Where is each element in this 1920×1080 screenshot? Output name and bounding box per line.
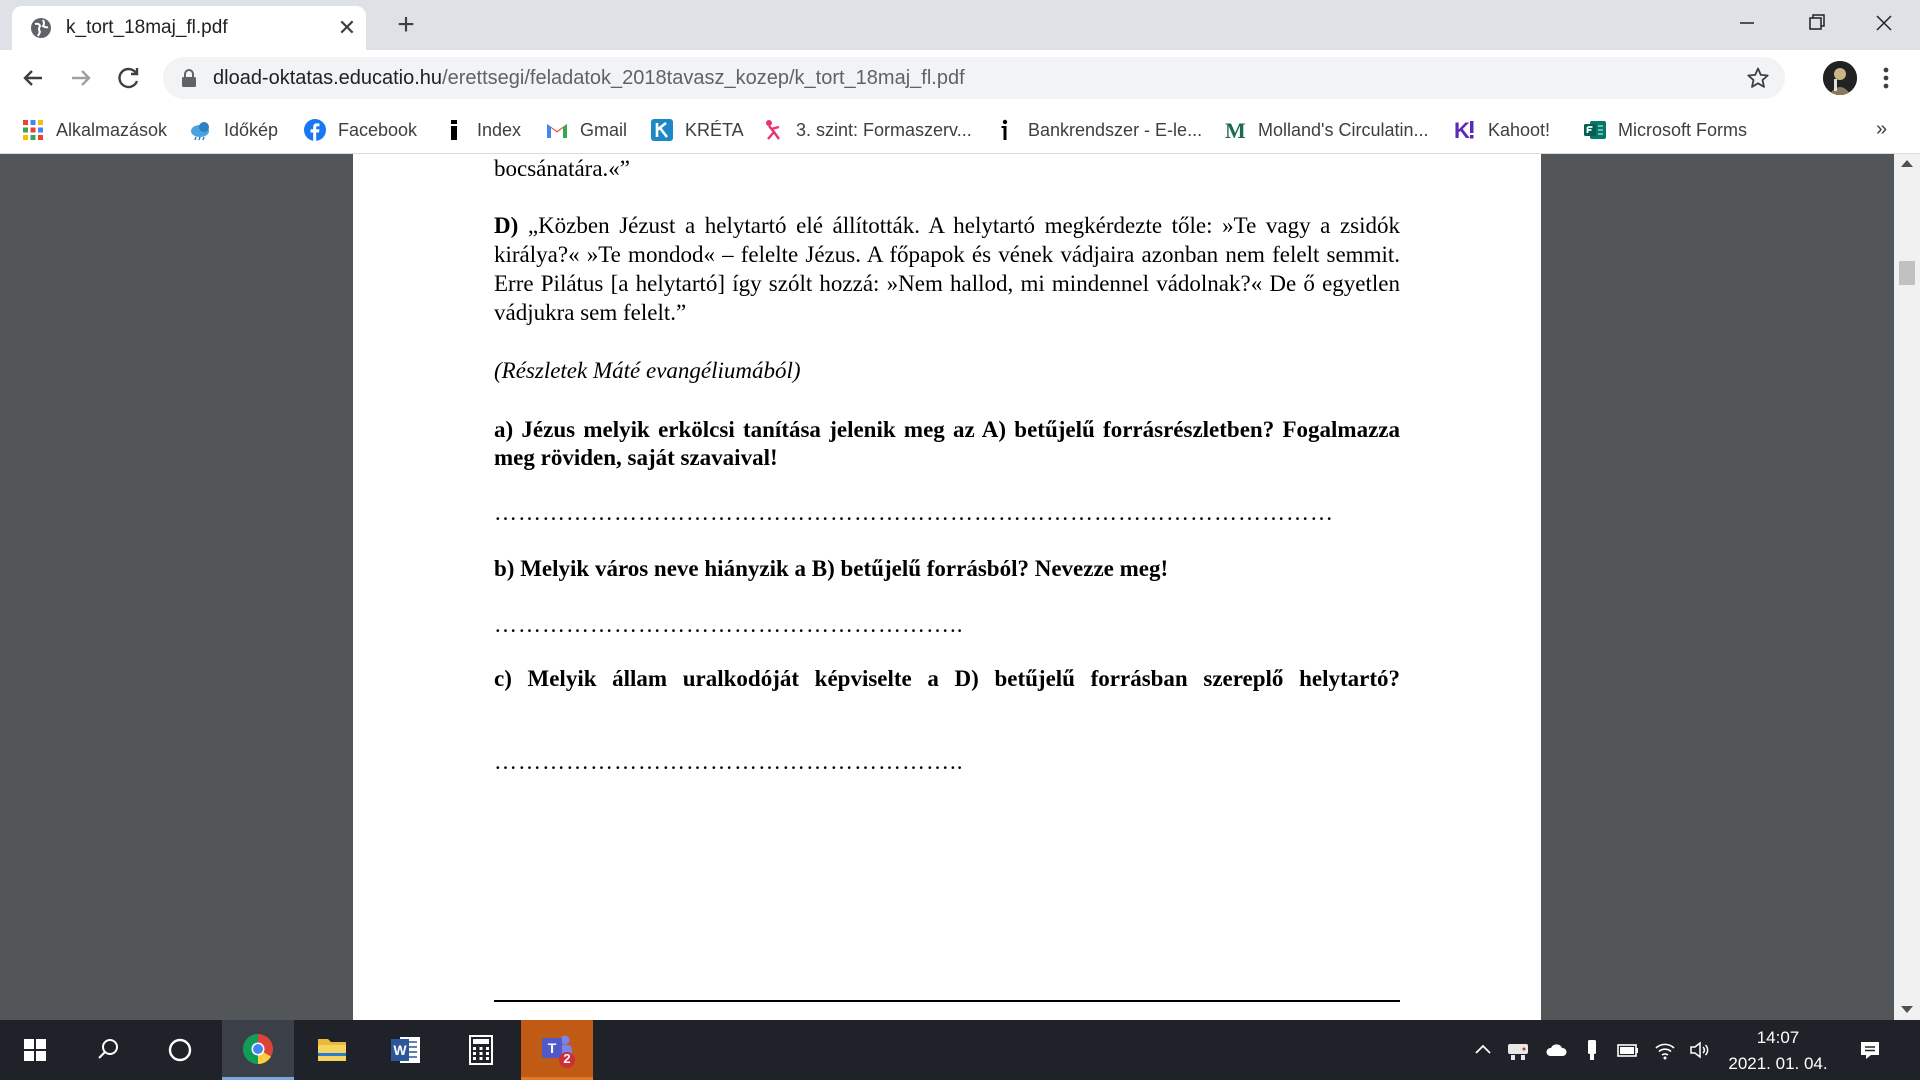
- molland-icon: [1224, 119, 1246, 141]
- new-tab-button[interactable]: +: [397, 8, 415, 41]
- taskbar-teams[interactable]: [521, 1020, 593, 1080]
- figure-icon: [762, 119, 784, 141]
- volume-icon[interactable]: [1688, 1038, 1712, 1062]
- url-text[interactable]: [213, 67, 965, 90]
- browser-toolbar: [0, 50, 1920, 106]
- bookmark-alkalmazasok[interactable]: [22, 115, 167, 145]
- address-bar[interactable]: [163, 57, 1785, 99]
- bookmark-label: Facebook: [338, 119, 418, 140]
- restore-icon[interactable]: [1793, 6, 1839, 40]
- facebook-icon: [304, 119, 326, 141]
- question-b: b) Melyik város neve hiányzik a B) betűjelű forrásból? Nevezze meg!: [494, 556, 1169, 581]
- url-path: /erettsegi/feladatok_2018tavasz_kozep/k_tort_18maj_fl.pdf: [442, 67, 965, 89]
- bookmark-label: Időkép: [224, 119, 279, 140]
- taskbar-word[interactable]: [370, 1020, 442, 1080]
- onedrive-cloud-icon[interactable]: [1544, 1038, 1568, 1062]
- bookmark-idokep[interactable]: [190, 115, 278, 145]
- search-icon: [72, 1020, 144, 1080]
- source-attribution: (Részletek Máté evangéliumából): [494, 358, 801, 383]
- network-drive-icon[interactable]: [1506, 1038, 1530, 1062]
- word-icon: [370, 1020, 442, 1080]
- url-host: dload-oktatas.educatio.hu: [213, 67, 443, 89]
- teams-notification-badge: 2: [563, 1051, 571, 1066]
- bookmark-gmail[interactable]: [546, 115, 627, 145]
- bookmark-label: Microsoft Forms: [1618, 119, 1748, 140]
- folder-icon: [296, 1020, 368, 1080]
- question-c: c) Melyik állam uralkodóját képviselte a D) betűjelű forrásban szereplő helytartó?: [494, 666, 1400, 691]
- previous-text-tail: bocsánatára.«”: [494, 156, 631, 181]
- tab-close-icon[interactable]: ✕: [337, 15, 357, 40]
- clock-date[interactable]: 2021. 01. 04.: [1728, 1054, 1828, 1073]
- source-d-paragraph: [494, 211, 1400, 327]
- svg-text:K: K: [1454, 119, 1470, 141]
- taskbar-chrome[interactable]: [222, 1020, 294, 1080]
- info-icon: [994, 119, 1016, 141]
- bookmark-label: Gmail: [580, 119, 628, 140]
- bookmarks-bar: [0, 106, 1920, 154]
- bookmark-facebook[interactable]: [304, 115, 417, 145]
- page-footer-rule: [494, 1000, 1400, 1002]
- lock-icon[interactable]: [181, 69, 197, 87]
- forms-icon: [1584, 119, 1606, 141]
- bookmark-formaszerv[interactable]: [762, 115, 972, 145]
- bookmark-label: Index: [477, 119, 522, 140]
- bookmark-star-icon[interactable]: [1746, 66, 1770, 90]
- forward-arrow-icon[interactable]: [64, 61, 98, 95]
- taskbar-file-explorer[interactable]: [296, 1020, 368, 1080]
- svg-text:W: W: [393, 1042, 407, 1058]
- chrome-icon: [222, 1020, 294, 1080]
- scroll-up-arrow-icon[interactable]: [1901, 160, 1913, 167]
- bookmark-label: Bankrendszer - E-le...: [1028, 119, 1203, 140]
- bookmark-label: Kahoot!: [1488, 119, 1551, 140]
- profile-avatar[interactable]: [1823, 61, 1857, 95]
- cortana-icon: [144, 1020, 216, 1080]
- show-hidden-icons-chevron-icon[interactable]: [1471, 1038, 1495, 1062]
- kahoot-icon: [1454, 119, 1476, 141]
- scroll-down-arrow-icon[interactable]: [1901, 1006, 1913, 1013]
- bookmark-kreta[interactable]: [651, 115, 744, 145]
- bookmark-molland[interactable]: [1224, 115, 1429, 145]
- minimize-icon[interactable]: [1724, 6, 1770, 40]
- more-vert-icon[interactable]: [1874, 64, 1898, 92]
- bookmark-bankrendszer[interactable]: [994, 115, 1202, 145]
- answer-line-b: …………………………………………………..: [494, 612, 964, 637]
- reload-icon[interactable]: [112, 61, 146, 95]
- bookmark-label: Alkalmazások: [56, 119, 168, 140]
- action-center-icon[interactable]: [1858, 1038, 1882, 1062]
- apps-grid-icon: [22, 119, 44, 141]
- taskbar-calculator[interactable]: [445, 1020, 517, 1080]
- bookmark-label: Molland's Circulatin...: [1258, 119, 1429, 140]
- index-icon: [443, 119, 465, 141]
- kreta-icon: [651, 119, 673, 141]
- source-d-label: D): [494, 213, 519, 238]
- clock-time[interactable]: 14:07: [1756, 1028, 1800, 1047]
- bookmark-kahoot[interactable]: [1454, 115, 1550, 145]
- windows-logo-icon: [0, 1020, 72, 1080]
- bookmark-microsoft-forms[interactable]: [1584, 115, 1747, 145]
- bookmark-label: KRÉTA: [685, 119, 744, 140]
- bookmark-index[interactable]: [443, 115, 521, 145]
- answer-line-a: ……………………………………………………………………………………………: [494, 500, 1334, 525]
- scrollbar-thumb[interactable]: [1899, 261, 1915, 285]
- battery-icon[interactable]: [1616, 1038, 1640, 1062]
- start-button[interactable]: [0, 1020, 72, 1080]
- profile-picture-icon: [1823, 61, 1857, 95]
- back-arrow-icon[interactable]: [16, 61, 50, 95]
- wifi-icon[interactable]: [1653, 1038, 1677, 1062]
- question-a: a) Jézus melyik erkölcsi tanítása jelenik meg az A) betűjelű forrásrészletben? Fogalmazza meg röviden, saját szavaival!: [494, 417, 1400, 470]
- answer-line-c: …………………………………………………..: [494, 749, 964, 774]
- globe-icon: [30, 17, 52, 39]
- teams-icon: [521, 1020, 593, 1080]
- svg-text:M: M: [1225, 119, 1246, 141]
- source-d-text: „Közben Jézust a helytartó elé állították. A helytartó megkérdezte tőle: »Te vagy a zsidók királya?« »Te mondod« – felelte Jézus. A főpapok és vének vádjaira azonban nem felelt semmit. Erre Pilátus [a helytartó] így szólt hozzá: »Nem hallod, mi mindennel vádolnak?« De ő egyetlen vádjukra sem felelt.”: [494, 213, 1400, 325]
- pdf-page: [353, 154, 1541, 1020]
- cortana-button[interactable]: [144, 1020, 216, 1080]
- tab-title: k_tort_18maj_fl.pdf: [66, 17, 228, 38]
- pdf-viewer[interactable]: [0, 154, 1920, 1020]
- svg-text:T: T: [547, 1040, 557, 1056]
- calculator-icon: [445, 1020, 517, 1080]
- weather-icon: [190, 119, 212, 141]
- vertical-scrollbar[interactable]: [1894, 154, 1920, 1020]
- bookmarks-overflow-button[interactable]: »: [1876, 118, 1888, 140]
- windows-taskbar: [0, 1020, 1920, 1080]
- search-button[interactable]: [72, 1020, 144, 1080]
- tab-strip: [0, 0, 1920, 50]
- bookmark-label: 3. szint: Formaszerv...: [796, 119, 972, 140]
- browser-tab[interactable]: [12, 6, 366, 50]
- window-close-icon[interactable]: [1861, 6, 1907, 40]
- gmail-icon: [546, 119, 568, 141]
- usb-device-icon[interactable]: [1580, 1038, 1604, 1062]
